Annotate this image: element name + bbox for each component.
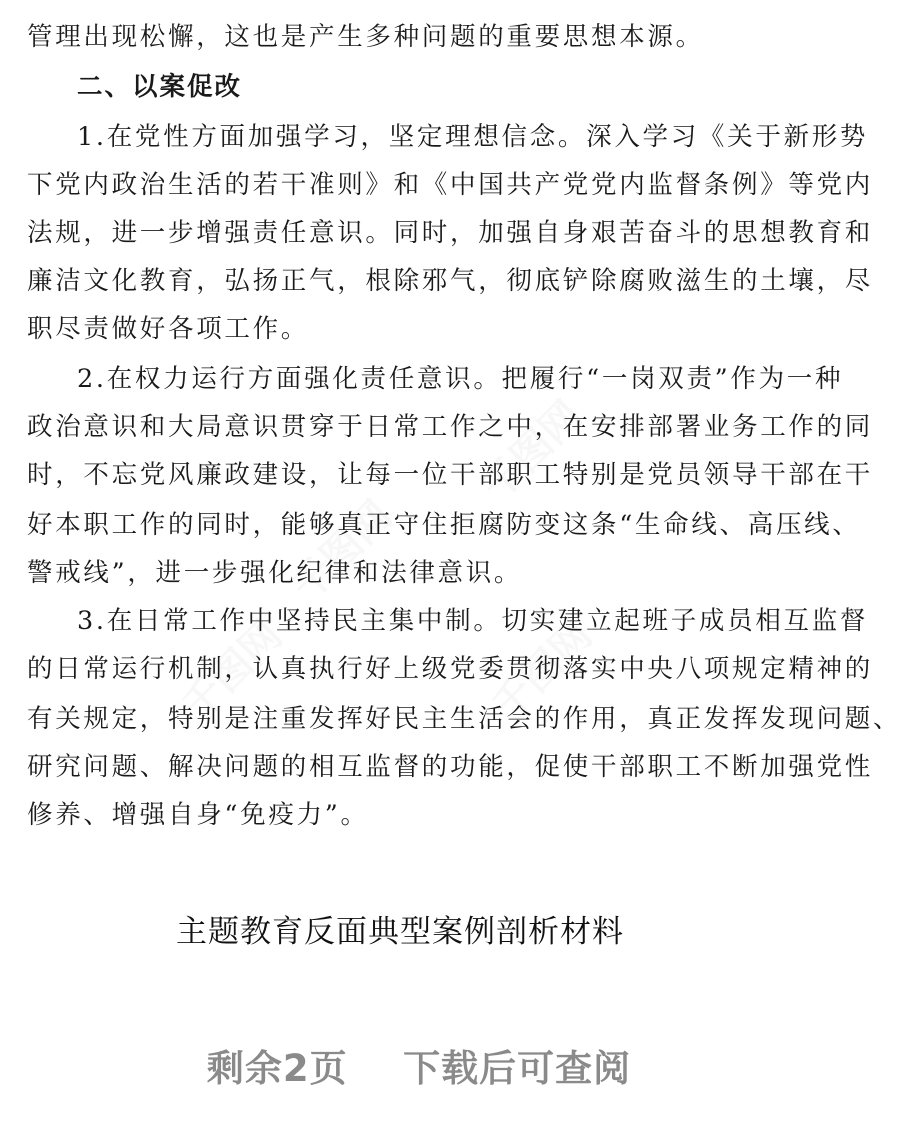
body-line: 3.在日常工作中坚持民主集中制。切实建立起班子成员相互监督 xyxy=(77,606,869,636)
body-line: 1.在党性方面加强学习，坚定理想信念。深入学习《关于新形势 xyxy=(77,122,869,152)
body-line: 时，不忘党风廉政建设，让每一位干部职工特别是党员领导干部在干 xyxy=(27,460,874,490)
body-line: 警戒线”，进一步强化纪律和法律意识。 xyxy=(27,558,523,588)
body-line: 法规，进一步增强责任意识。同时，加强自身艰苦奋斗的思想教育和 xyxy=(27,218,874,248)
body-line: 有关规定，特别是注重发挥好民主生活会的作用，真正发挥发现问题、 xyxy=(27,704,901,734)
section-heading: 二、以案促改 xyxy=(77,72,243,102)
body-line: 好本职工作的同时，能够真正守住拒腐防变这条“生命线、高压线、 xyxy=(27,510,861,540)
body-line: 2.在权力运行方面强化责任意识。把履行“一岗双责”作为一种 xyxy=(77,364,844,394)
watermark: 千图网 xyxy=(473,392,592,510)
download-remaining-notice[interactable]: 剩余2页 下载后可查阅 xyxy=(206,1047,632,1090)
body-line: 的日常运行机制，认真执行好上级党委贯彻落实中央八项规定精神的 xyxy=(27,654,874,684)
body-line: 管理出现松懈，这也是产生多种问题的重要思想本源。 xyxy=(27,22,704,52)
body-line: 政治意识和大局意识贯穿于日常工作之中，在安排部署业务工作的同 xyxy=(27,412,874,442)
body-line: 下党内政治生活的若干准则》和《中国共产党党内监督条例》等党内 xyxy=(27,170,874,200)
next-document-title: 主题教育反面典型案例剖析材料 xyxy=(176,914,624,950)
watermark: 千图网 xyxy=(483,612,602,730)
body-line: 研究问题、解决问题的相互监督的功能，促使干部职工不断加强党性 xyxy=(27,752,874,782)
watermark: 千图网 xyxy=(173,612,292,730)
body-line: 修养、增强自身“免疫力”。 xyxy=(27,800,369,830)
body-line: 职尽责做好各项工作。 xyxy=(27,314,310,344)
watermark: 千图网 xyxy=(283,492,402,610)
body-line: 廉洁文化教育，弘扬正气，根除邪气，彻底铲除腐败滋生的土壤，尽 xyxy=(27,266,874,296)
